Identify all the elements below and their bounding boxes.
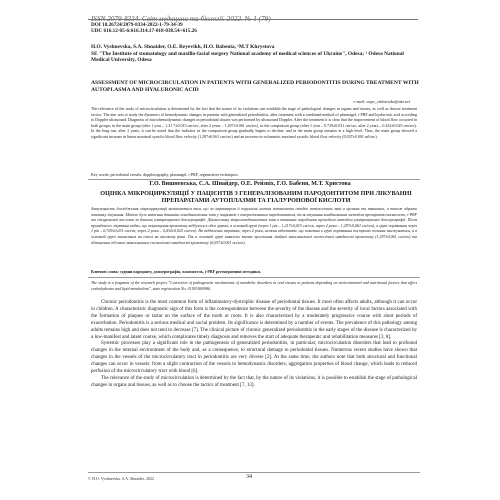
title-ua: ОЦІНКА МІКРОЦИРКУЛЯЦІЇ У ПАЦІЄНТІВ З ГЕНЕРАЛІЗОВАНИМ ПАРОДОНТИТОМ ПРИ ЛІКУВАННІ ПРЕПАРАТАМИ АУТОПЛАЗМИ ТА ГІАЛУРОНОВОЇ КИСЛОТИ xyxy=(100,190,412,205)
affiliation: SE "The Institute of stomatology and maxillo-facial surgery National academy of medical sciences of Ukraine", Odesa; ¹ Odesa National Medical University, Odesa xyxy=(91,50,404,64)
email: e-mail: anya_vishnevska@ukr.net xyxy=(353,99,410,104)
udc: UDC 616.12-05-6:616.314.17-018-038.54+615.26 xyxy=(91,28,197,35)
article-identifiers xyxy=(91,22,197,35)
abstract-ua: Актуальність дослідження мікроциркуляції визначається тим, що за характером її порушень можна встановити стадію патологічних змін в органах та тканинах, а також обрати тактику лікування. Метою було вивчення динаміки гемодинамічних змін у пацієнтів з генералізованим пародонтитом, після лікування комбінованим методом препаратів плазмогелю, i-PRF та гіалуронової кислоти за даними ультразвукової доплерографії. Діагностику мікрогемодинамічних змін в тканинах пародонта проводили методом ультразвукової доплерографії. Після проведеного лікування видно, що покращення кровотоку відбулося в обох групах, в основній групі (через 1 рік – 1,217±0,015 см/сек, через 2 роки – 1,297±0,061 см/сек), в групі порівняння через 1 рік – 0,729±0,031 см/сек, через 2 роки – 0,432±0,025 см/сек). На віддалених термінах, через 2 роки, можна відмітити, що показник в групі порівняння поступово починає знижуватись, а в основній групі лишається на сталі на високому рівні. Так в основній групі виявлено значне зростання лінійної максимальної систолічної швидкості кровотоку (1,297±0,061 см/сек) та збільшення об'ємної максимальної систолічної швидкості кровотоку (0,037±0,001 мл/сек). xyxy=(91,206,417,245)
journal-title: ISSN 2079-8334. Світ медицини та біології. 2022. № 1 (79) xyxy=(91,15,271,23)
paragraph: Chronic periodontitis is the most common form of inflammatory-dystrophic disease of periodontal tissues. It most often affects adults, although it can occur in children. A characteristic diagnostic sign of this form is the correspondence between the severity of the disease and the severity of local factors associated with the formation of plaques or tartar on the surface of the tooth or roots. It is also characterized by a moderately progressive course with short periods of exacerbation. Periodontitis is a serious medical and social problem. Its significance is determined by a number of events. The prevalence of this pathology among adults remains high and does not tend to decrease [7]. The clinical picture of chronic generalized periodontitis in the early stages of the disease is characterized by a low-manifest and latent course, which complicates timely diagnosis and removes the start of adequate therapeutic and rehabilitation measures [3, 8]. xyxy=(91,300,417,340)
abstract-en: The relevance of the study of microcirculation is determined by the fact that the nature of its violations can establish the stage of pathological changes in organs and tissues, as well as choose treatment tactics. The aim was to study the dynamics of hemodynamic changes in patients with generalized periodontitis, after treatment with a combined method of plasmagel, i-PRF and hyaluronic acid according to Doppler ultrasound. Diagnosis of microhemodynamic changes in periodontal tissues was performed by ultrasound Doppler. After the treatment it is clear that the improvement of blood flow occurred in both groups, in the main group (after 1 year – 1.21 7±0.015 cm/sec, after 2 years – 1.297±0.061 cm/sec), in the comparison group (after 1 year – 0.729±0.031 cm/sec, after 2 years – 0.432±0.025 cm/sec). In the long run, after 2 years, it can be noted that the indicator in the comparison group gradually begins to decline, and in the main group remains at a high level. Thus, the main group showed a significant increase in linear maximal systolic blood flow velocity (1.297±0.061 cm/sec) and an increase in volumetric maximal systolic blood flow velocity (0.037±0.001 ml/sec). xyxy=(91,106,417,139)
doi: DOI 10.26724/2079-8334-2022-1-79-34-39 xyxy=(91,22,183,28)
funding-note: The study is a fragment of the research project "Correction of pathogenetic mechanisms of metabolic disorders in oral tissues in patients depending on environmental and nutritional factors that affect carbohydrates and lipid metabolism", state registration No. 0119U000986. xyxy=(91,280,417,291)
page-number: 34 xyxy=(246,474,252,480)
paragraph: The relevance of the study of microcirculation is determined by the fact that, by the nature of its violations, it is possible to establish the stage of pathological changes in organs and tissues, as well as to choose the tactics of treatment [7, 13]. xyxy=(91,375,417,388)
authors-ua: Г.О. Вишневська, С.А. Шнайдер, О.Е. Рейзвіх, Г.О. Бабеня, М.Т. Христова xyxy=(149,181,351,187)
paragraph: Systemic processes play a significant role in the pathogenesis of generalized periodontitis, in particular, microcirculation disorders that lead to profound changes in the internal environment of the body and, as a consequence, to structural damage to periodontal tissues. Numerous recent studies have shown that changes in the vessels of the microcirculatory tract in periodontitis are very diverse [2]. At the same time, the authors note that both structural and functional changes can occur in vessels: from a slight contraction of the vessels to hemodynamic disorders, aggregation properties of blood change, which leads to reduced perfusion of the microcirculatory tract with blood [6]. xyxy=(91,341,417,375)
authors-block xyxy=(91,44,421,64)
section-rule xyxy=(88,179,420,180)
body-text xyxy=(91,300,417,390)
copyright: © H.O. Vyshnevska, S.A. Shnaider, 2022 xyxy=(88,476,155,481)
header-rule xyxy=(88,19,418,20)
keywords-ua: Ключові слова: судини пародонту, доплерографія, плазмогель, i-PRF регенеративні методики. xyxy=(91,269,261,274)
article-title: ASSESSMENT OF MICROCIRCULATION IN PATIENTS WITH GENERALIZED PERIODONTITIS DURING TREATMENT WITH AUTOPLASMA AND HYALURONIC ACID xyxy=(91,80,419,93)
footer-rule xyxy=(88,472,420,473)
keywords-en: Key words: periodontal vessels, dopplerography, plasmagel, i-PRF, regenerative techniques. xyxy=(91,172,239,177)
author-names: H.O. Vyshnevska, S.A. Shnaider, O.E. Reyevikh, H.O. Babenia, ¹M.T Khrystova xyxy=(91,44,275,50)
section-rule xyxy=(88,277,420,278)
